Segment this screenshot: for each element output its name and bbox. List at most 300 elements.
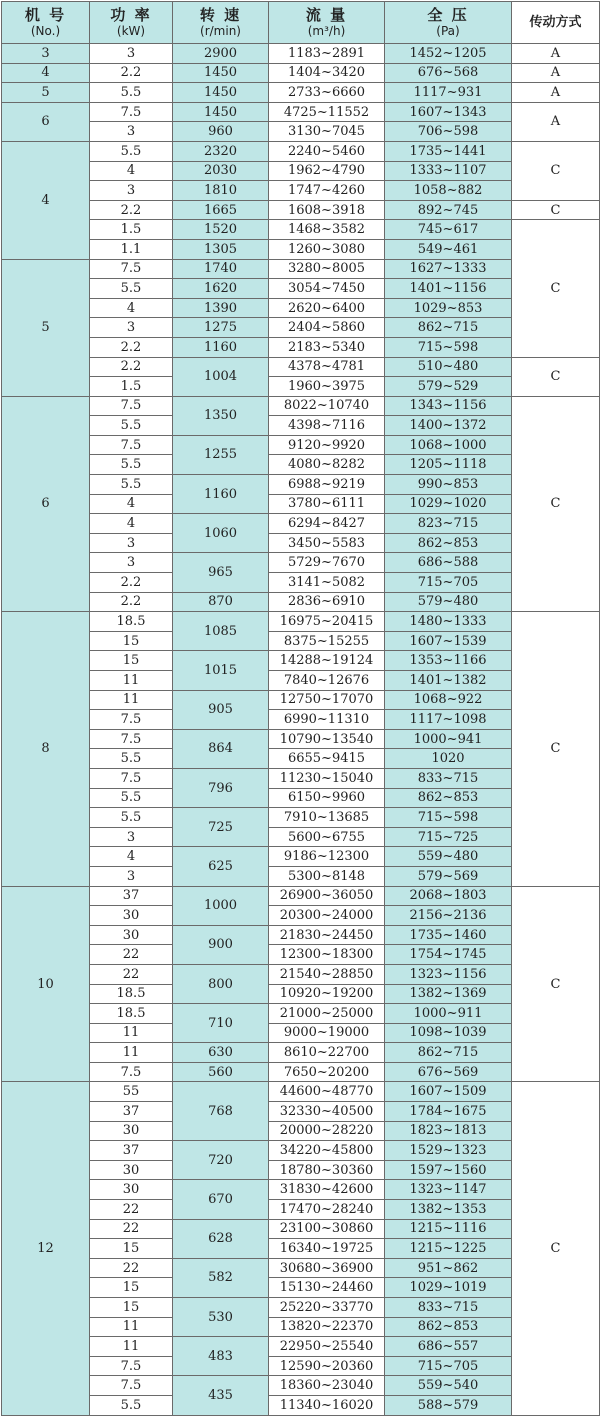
- power-cell: 15: [90, 631, 173, 651]
- power-cell: 11: [90, 671, 173, 691]
- power-cell: 5.5: [90, 83, 173, 103]
- power-cell: 5.5: [90, 788, 173, 808]
- power-cell: 37: [90, 1141, 173, 1161]
- table-row: [2, 866, 600, 886]
- header-machine-no: [2, 2, 90, 44]
- power-cell: 30: [90, 925, 173, 945]
- pressure-cell: 588~579: [385, 1395, 512, 1415]
- table-row: [2, 475, 600, 495]
- pressure-cell: 2156~2136: [385, 906, 512, 926]
- table-row: [2, 298, 600, 318]
- table-row: [2, 690, 600, 710]
- table-row: [2, 416, 600, 436]
- header-pressure: [385, 2, 512, 44]
- power-cell: 37: [90, 1102, 173, 1122]
- pressure-cell: 715~705: [385, 1356, 512, 1376]
- pressure-cell: 1452~1205: [385, 44, 512, 64]
- speed-cell: 1305: [173, 239, 269, 259]
- drive-cell: C: [512, 1082, 600, 1415]
- table-row: [2, 357, 600, 377]
- speed-cell: 1620: [173, 279, 269, 299]
- speed-cell: 710: [173, 1004, 269, 1043]
- table-row: [2, 102, 600, 122]
- table-row: [2, 122, 600, 142]
- flow-cell: 7840~12676: [269, 671, 385, 691]
- power-cell: 2.2: [90, 592, 173, 612]
- power-cell: 4: [90, 494, 173, 514]
- flow-cell: 7650~20200: [269, 1062, 385, 1082]
- table-row: [2, 612, 600, 632]
- pressure-cell: 559~480: [385, 847, 512, 867]
- table-header: [2, 2, 600, 44]
- machine-no-cell: 10: [2, 886, 90, 1082]
- flow-cell: 1183~2891: [269, 44, 385, 64]
- pressure-cell: 1117~1098: [385, 710, 512, 730]
- pressure-cell: 1401~1382: [385, 671, 512, 691]
- power-cell: 30: [90, 1180, 173, 1200]
- speed-cell: 720: [173, 1141, 269, 1180]
- table-row: [2, 337, 600, 357]
- flow-cell: 31830~42600: [269, 1180, 385, 1200]
- power-cell: 11: [90, 1043, 173, 1063]
- power-cell: 3: [90, 533, 173, 553]
- power-cell: 7.5: [90, 396, 173, 416]
- table-row: [2, 729, 600, 749]
- power-cell: 2.2: [90, 63, 173, 83]
- table-row: [2, 1278, 600, 1298]
- pressure-cell: 706~598: [385, 122, 512, 142]
- machine-no-cell: 6: [2, 396, 90, 612]
- pressure-cell: 510~480: [385, 357, 512, 377]
- speed-cell: 582: [173, 1258, 269, 1297]
- speed-cell: 965: [173, 553, 269, 592]
- header-flow: [269, 2, 385, 44]
- pressure-cell: 862~715: [385, 1043, 512, 1063]
- table-row: [2, 435, 600, 455]
- drive-cell: C: [512, 612, 600, 886]
- power-cell: 30: [90, 1121, 173, 1141]
- flow-cell: 13820~22370: [269, 1317, 385, 1337]
- power-cell: 7.5: [90, 710, 173, 730]
- flow-cell: 20300~24000: [269, 906, 385, 926]
- flow-cell: 21000~25000: [269, 1004, 385, 1024]
- speed-cell: 1450: [173, 83, 269, 103]
- pressure-cell: 1597~1560: [385, 1160, 512, 1180]
- header-speed-unit: (r/min): [200, 23, 241, 38]
- table-row: [2, 631, 600, 651]
- pressure-cell: 862~853: [385, 788, 512, 808]
- pressure-cell: 1480~1333: [385, 612, 512, 632]
- power-cell: 55: [90, 1082, 173, 1102]
- flow-cell: 20000~28220: [269, 1121, 385, 1141]
- speed-cell: 1255: [173, 435, 269, 474]
- power-cell: 22: [90, 1219, 173, 1239]
- table-row: [2, 63, 600, 83]
- pressure-cell: 1735~1441: [385, 141, 512, 161]
- table-row: [2, 1200, 600, 1220]
- pressure-cell: 1000~911: [385, 1004, 512, 1024]
- pressure-cell: 1754~1745: [385, 945, 512, 965]
- machine-no-cell: 12: [2, 1082, 90, 1415]
- flow-cell: 10790~13540: [269, 729, 385, 749]
- flow-cell: 21540~28850: [269, 964, 385, 984]
- table-row: [2, 553, 600, 573]
- flow-cell: 1404~3420: [269, 63, 385, 83]
- table-row: [2, 1395, 600, 1415]
- power-cell: 11: [90, 690, 173, 710]
- table-row: [2, 396, 600, 416]
- pressure-cell: 549~461: [385, 239, 512, 259]
- flow-cell: 5729~7670: [269, 553, 385, 573]
- pressure-cell: 1000~941: [385, 729, 512, 749]
- power-cell: 11: [90, 1337, 173, 1357]
- pressure-cell: 1215~1225: [385, 1239, 512, 1259]
- speed-cell: 628: [173, 1219, 269, 1258]
- speed-cell: 625: [173, 847, 269, 886]
- speed-cell: 1000: [173, 886, 269, 925]
- flow-cell: 25220~33770: [269, 1298, 385, 1318]
- power-cell: 1.5: [90, 220, 173, 240]
- pressure-cell: 1400~1372: [385, 416, 512, 436]
- pressure-cell: 579~529: [385, 377, 512, 397]
- pressure-cell: 1353~1166: [385, 651, 512, 671]
- pressure-cell: 1607~1343: [385, 102, 512, 122]
- pressure-cell: 559~540: [385, 1376, 512, 1396]
- pressure-cell: 715~725: [385, 827, 512, 847]
- flow-cell: 3280~8005: [269, 259, 385, 279]
- power-cell: 22: [90, 945, 173, 965]
- speed-cell: 1160: [173, 475, 269, 514]
- pressure-cell: 715~705: [385, 573, 512, 593]
- flow-cell: 3450~5583: [269, 533, 385, 553]
- pressure-cell: 1029~1020: [385, 494, 512, 514]
- flow-cell: 12590~20360: [269, 1356, 385, 1376]
- table-row: [2, 181, 600, 201]
- pressure-cell: 1382~1369: [385, 984, 512, 1004]
- table-row: [2, 1258, 600, 1278]
- table-row: [2, 964, 600, 984]
- pressure-cell: 1607~1509: [385, 1082, 512, 1102]
- speed-cell: 796: [173, 768, 269, 807]
- flow-cell: 16340~19725: [269, 1239, 385, 1259]
- flow-cell: 44600~48770: [269, 1082, 385, 1102]
- power-cell: 11: [90, 1023, 173, 1043]
- flow-cell: 9000~19000: [269, 1023, 385, 1043]
- flow-cell: 6990~11310: [269, 710, 385, 730]
- pressure-cell: 2068~1803: [385, 886, 512, 906]
- machine-no-cell: 4: [2, 141, 90, 259]
- table-row: [2, 808, 600, 828]
- pressure-cell: 862~853: [385, 533, 512, 553]
- header-power: [90, 2, 173, 44]
- pressure-cell: 951~862: [385, 1258, 512, 1278]
- flow-cell: 1960~3975: [269, 377, 385, 397]
- table-row: [2, 455, 600, 475]
- machine-no-cell: 5: [2, 83, 90, 103]
- power-cell: 2.2: [90, 200, 173, 220]
- power-cell: 5.5: [90, 416, 173, 436]
- flow-cell: 11230~15040: [269, 768, 385, 788]
- drive-cell: C: [512, 220, 600, 357]
- flow-cell: 6150~9960: [269, 788, 385, 808]
- table-row: [2, 592, 600, 612]
- flow-cell: 23100~30860: [269, 1219, 385, 1239]
- power-cell: 11: [90, 1317, 173, 1337]
- power-cell: 7.5: [90, 1376, 173, 1396]
- pressure-cell: 892~745: [385, 200, 512, 220]
- table-row: [2, 1356, 600, 1376]
- machine-no-cell: 6: [2, 102, 90, 141]
- flow-cell: 2836~6910: [269, 592, 385, 612]
- speed-cell: 1275: [173, 318, 269, 338]
- power-cell: 18.5: [90, 612, 173, 632]
- table-row: [2, 906, 600, 926]
- header-power-label: 功 率: [110, 5, 152, 24]
- header-drive-label: 传动方式: [529, 14, 582, 30]
- pressure-cell: 1215~1116: [385, 1219, 512, 1239]
- power-cell: 4: [90, 298, 173, 318]
- power-cell: 22: [90, 1258, 173, 1278]
- pressure-cell: 1401~1156: [385, 279, 512, 299]
- pressure-cell: 1068~922: [385, 690, 512, 710]
- table-row: [2, 1376, 600, 1396]
- power-cell: 2.2: [90, 357, 173, 377]
- table-row: [2, 1337, 600, 1357]
- flow-cell: 4398~7116: [269, 416, 385, 436]
- pressure-cell: 1020: [385, 749, 512, 769]
- speed-cell: 1450: [173, 102, 269, 122]
- table-row: [2, 1141, 600, 1161]
- power-cell: 3: [90, 44, 173, 64]
- flow-cell: 3054~7450: [269, 279, 385, 299]
- table-row: [2, 161, 600, 181]
- power-cell: 37: [90, 886, 173, 906]
- pressure-cell: 823~715: [385, 514, 512, 534]
- header-pressure-unit: (Pa): [436, 23, 460, 38]
- flow-cell: 6294~8427: [269, 514, 385, 534]
- flow-cell: 12300~18300: [269, 945, 385, 965]
- flow-cell: 1608~3918: [269, 200, 385, 220]
- drive-cell: C: [512, 200, 600, 220]
- power-cell: 7.5: [90, 1356, 173, 1376]
- flow-cell: 11340~16020: [269, 1395, 385, 1415]
- speed-cell: 483: [173, 1337, 269, 1376]
- power-cell: 22: [90, 1200, 173, 1220]
- pressure-cell: 1529~1323: [385, 1141, 512, 1161]
- table-row: [2, 651, 600, 671]
- table-row: [2, 925, 600, 945]
- power-cell: 15: [90, 651, 173, 671]
- table-row: [2, 1043, 600, 1063]
- table-row: [2, 573, 600, 593]
- pressure-cell: 1823~1813: [385, 1121, 512, 1141]
- pressure-cell: 1117~931: [385, 83, 512, 103]
- speed-cell: 960: [173, 122, 269, 142]
- pressure-cell: 1343~1156: [385, 396, 512, 416]
- speed-cell: 1160: [173, 337, 269, 357]
- fan-performance-table: [1, 1, 600, 1416]
- speed-cell: 725: [173, 808, 269, 847]
- power-cell: 5.5: [90, 141, 173, 161]
- table-row: [2, 1317, 600, 1337]
- table-row: [2, 1082, 600, 1102]
- flow-cell: 1260~3080: [269, 239, 385, 259]
- table-row: [2, 279, 600, 299]
- pressure-cell: 686~588: [385, 553, 512, 573]
- pressure-cell: 1333~1107: [385, 161, 512, 181]
- pressure-cell: 1058~882: [385, 181, 512, 201]
- flow-cell: 1747~4260: [269, 181, 385, 201]
- speed-cell: 2320: [173, 141, 269, 161]
- power-cell: 4: [90, 161, 173, 181]
- flow-cell: 34220~45800: [269, 1141, 385, 1161]
- table-row: [2, 83, 600, 103]
- table-row: [2, 318, 600, 338]
- pressure-cell: 1735~1460: [385, 925, 512, 945]
- pressure-cell: 579~480: [385, 592, 512, 612]
- pressure-cell: 676~568: [385, 63, 512, 83]
- flow-cell: 30680~36900: [269, 1258, 385, 1278]
- power-cell: 18.5: [90, 1004, 173, 1024]
- machine-no-cell: 5: [2, 259, 90, 396]
- flow-cell: 16975~20415: [269, 612, 385, 632]
- drive-cell: C: [512, 141, 600, 200]
- flow-cell: 1962~4790: [269, 161, 385, 181]
- machine-no-cell: 4: [2, 63, 90, 83]
- table-row: [2, 788, 600, 808]
- flow-cell: 26900~36050: [269, 886, 385, 906]
- table-row: [2, 671, 600, 691]
- flow-cell: 1468~3582: [269, 220, 385, 240]
- pressure-cell: 862~715: [385, 318, 512, 338]
- flow-cell: 5600~6755: [269, 827, 385, 847]
- table-row: [2, 514, 600, 534]
- flow-cell: 3130~7045: [269, 122, 385, 142]
- pressure-cell: 715~598: [385, 808, 512, 828]
- flow-cell: 9120~9920: [269, 435, 385, 455]
- flow-cell: 21830~24450: [269, 925, 385, 945]
- power-cell: 22: [90, 964, 173, 984]
- power-cell: 5.5: [90, 1395, 173, 1415]
- pressure-cell: 1029~1019: [385, 1278, 512, 1298]
- pressure-cell: 1784~1675: [385, 1102, 512, 1122]
- table-row: [2, 1062, 600, 1082]
- power-cell: 5.5: [90, 455, 173, 475]
- table-row: [2, 1180, 600, 1200]
- table-row: [2, 847, 600, 867]
- power-cell: 3: [90, 827, 173, 847]
- power-cell: 15: [90, 1298, 173, 1318]
- table-row: [2, 1102, 600, 1122]
- flow-cell: 2733~6660: [269, 83, 385, 103]
- machine-no-cell: 3: [2, 44, 90, 64]
- table-row: [2, 44, 600, 64]
- flow-cell: 2404~5860: [269, 318, 385, 338]
- speed-cell: 1015: [173, 651, 269, 690]
- speed-cell: 1085: [173, 612, 269, 651]
- header-pressure-label: 全 压: [427, 5, 469, 24]
- flow-cell: 8375~15255: [269, 631, 385, 651]
- header-flow-label: 流 量: [305, 5, 348, 24]
- pressure-cell: 862~853: [385, 1317, 512, 1337]
- speed-cell: 2030: [173, 161, 269, 181]
- table-row: [2, 200, 600, 220]
- drive-cell: C: [512, 357, 600, 396]
- table-row: [2, 141, 600, 161]
- pressure-cell: 676~569: [385, 1062, 512, 1082]
- pressure-cell: 1607~1539: [385, 631, 512, 651]
- drive-cell: C: [512, 886, 600, 1082]
- speed-cell: 900: [173, 925, 269, 964]
- flow-cell: 7910~13685: [269, 808, 385, 828]
- power-cell: 18.5: [90, 984, 173, 1004]
- speed-cell: 1060: [173, 514, 269, 553]
- power-cell: 4: [90, 847, 173, 867]
- flow-cell: 17470~28240: [269, 1200, 385, 1220]
- table-row: [2, 1239, 600, 1259]
- flow-cell: 3780~6111: [269, 494, 385, 514]
- power-cell: 7.5: [90, 435, 173, 455]
- power-cell: 3: [90, 181, 173, 201]
- power-cell: 15: [90, 1278, 173, 1298]
- pressure-cell: 990~853: [385, 475, 512, 495]
- speed-cell: 864: [173, 729, 269, 768]
- header-machine-no-unit: (No.): [30, 23, 61, 38]
- pressure-cell: 1068~1000: [385, 435, 512, 455]
- pressure-cell: 1382~1353: [385, 1200, 512, 1220]
- pressure-cell: 1098~1039: [385, 1023, 512, 1043]
- drive-cell: A: [512, 83, 600, 103]
- pressure-cell: 1029~853: [385, 298, 512, 318]
- flow-cell: 12750~17070: [269, 690, 385, 710]
- flow-cell: 6988~9219: [269, 475, 385, 495]
- flow-cell: 6655~9415: [269, 749, 385, 769]
- power-cell: 7.5: [90, 729, 173, 749]
- power-cell: 2.2: [90, 337, 173, 357]
- table-row: [2, 1004, 600, 1024]
- table-row: [2, 886, 600, 906]
- header-row: [2, 2, 600, 44]
- power-cell: 5.5: [90, 279, 173, 299]
- pressure-cell: 1205~1118: [385, 455, 512, 475]
- power-cell: 3: [90, 122, 173, 142]
- speed-cell: 1350: [173, 396, 269, 435]
- drive-cell: A: [512, 63, 600, 83]
- header-flow-unit: (m³/h): [307, 23, 346, 38]
- table-row: [2, 749, 600, 769]
- speed-cell: 1810: [173, 181, 269, 201]
- pressure-cell: 579~569: [385, 866, 512, 886]
- header-speed: [173, 2, 269, 44]
- flow-cell: 8610~22700: [269, 1043, 385, 1063]
- table-row: [2, 533, 600, 553]
- speed-cell: 1520: [173, 220, 269, 240]
- pressure-cell: 745~617: [385, 220, 512, 240]
- pressure-cell: 1323~1156: [385, 964, 512, 984]
- table-row: [2, 1023, 600, 1043]
- speed-cell: 560: [173, 1062, 269, 1082]
- table-row: [2, 945, 600, 965]
- flow-cell: 15130~24460: [269, 1278, 385, 1298]
- flow-cell: 9186~12300: [269, 847, 385, 867]
- flow-cell: 4378~4781: [269, 357, 385, 377]
- table-body: [2, 44, 600, 1416]
- pressure-cell: 833~715: [385, 1298, 512, 1318]
- table-row: [2, 1160, 600, 1180]
- power-cell: 5.5: [90, 808, 173, 828]
- table-row: [2, 259, 600, 279]
- drive-cell: A: [512, 44, 600, 64]
